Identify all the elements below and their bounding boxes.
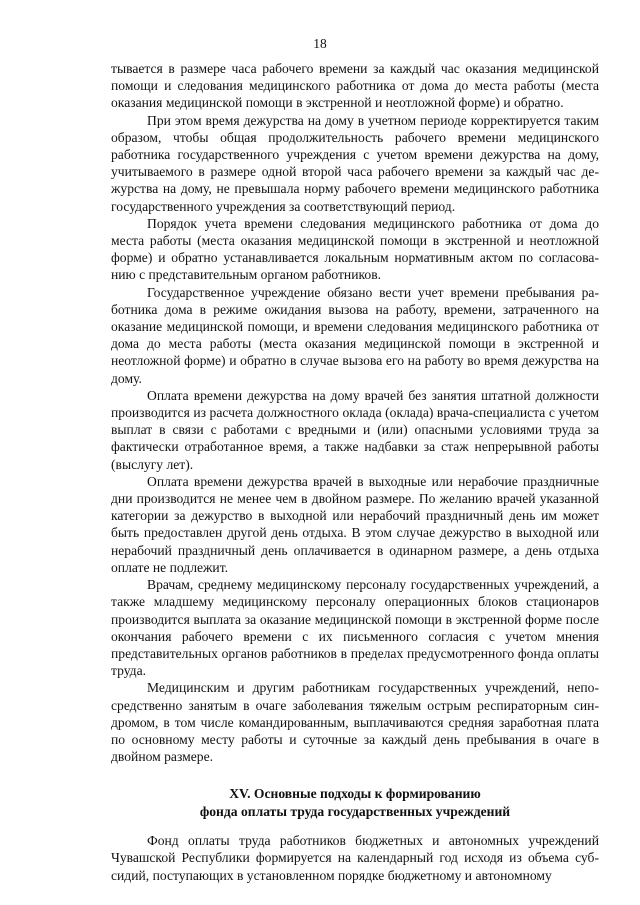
paragraph-holiday-duty-payment: Оплата времени дежурства врачей в выходные или нерабочие праздничные дни производится не менее чем в двойном размере. По желанию врачей указанной категории за дежурство в выходной или нерабочий праздничный день им может быть предоставлен другой день отдыха. В этом случае дежурство в выходной или нерабочий праздничный день оплачивается в одинарном размере, а день отдыха оплате не подлежит.: [111, 473, 599, 575]
paragraph-institution-obligation: Государственное учреждение обязано вести учет времени пребывания работника дома в режиме ожидания вызова на работу, времени, затраченного на оказание медицинской помощи, и времени следования медицинского работника от дома до места работы (места оказания медицинской помощи в экстренной и неотложной форме) и обратно в случае вызова его на работу во время дежурства на дому.: [111, 284, 599, 386]
document-body: [111, 60, 599, 884]
paragraph-duty-time-correction: При этом время дежурства на дому в учетном периоде корректируется таким образом, чтобы общая продолжительность рабочего времени медицинского работника государственного учреждения с учетом времени дежурства на дому, учитываемого в размере одной второй часа рабочего времени за каждый час дежурства на дому, не превышала норму рабочего времени медицинского работника государственного учреждения за соответствующий период.: [111, 112, 599, 214]
section-heading-line-2: фонда оплаты труда государственных учреждений: [199, 803, 511, 819]
paragraph-duty-payment: Оплата времени дежурства на дому врачей без занятия штатной должности производится из расчета должностного оклада (оклада) врача-специалиста с учетом выплат в связи с работами с вредными и (или) опасными условиями труда за фактически отработанное время, а также надбавки за стаж непрерывной работы (выслугу лет).: [111, 387, 599, 472]
paragraph-continued: тывается в размере часа рабочего времени за каждый час оказания медицинской помощи и следования медицинского работника от дома до места работы (места оказания медицинской помощи в экстренной и неотложной форме) и обратно.: [111, 61, 599, 111]
paragraph-wage-fund-formation: Фонд оплаты труда работников бюджетных и автономных учреждений Чувашской Республики формируется на календарный год исходя из объема субсидий, поступающих в установленном порядке бюджетному и автономному: [111, 833, 599, 883]
section-heading: [111, 785, 599, 820]
section-heading-line-1: XV. Основные подходы к формированию: [229, 786, 481, 802]
paragraph-sars-outbreak-payment: Медицинским и другим работникам государственных учреждений, непосредственно занятым в очаге заболевания тяжелым острым респираторным синдромом, в том числе командированным, выплачиваются средняя заработная плата по основному месту работы и суточные за каждый день пребывания в очаге в двойном размере.: [111, 680, 599, 765]
paragraph-travel-time-accounting: Порядок учета времени следования медицинского работника от дома до места работы (места оказания медицинской помощи в экстренной и неотложной форме) и обратно устанавливается локальным нормативным актом по согласованию с представительным органом работников.: [111, 215, 599, 283]
paragraph-emergency-care-payment: Врачам, среднему медицинскому персоналу государственных учреждений, а также младшему медицинскому персоналу операционных блоков стационаров производится выплата за оказание медицинской помощи в экстренной форме после окончания рабочего времени с их письменного согласия с учетом мнения представительных органов работников в пределах предусмотренного фонда оплаты труда.: [111, 577, 599, 679]
page-number: 18: [313, 36, 327, 51]
